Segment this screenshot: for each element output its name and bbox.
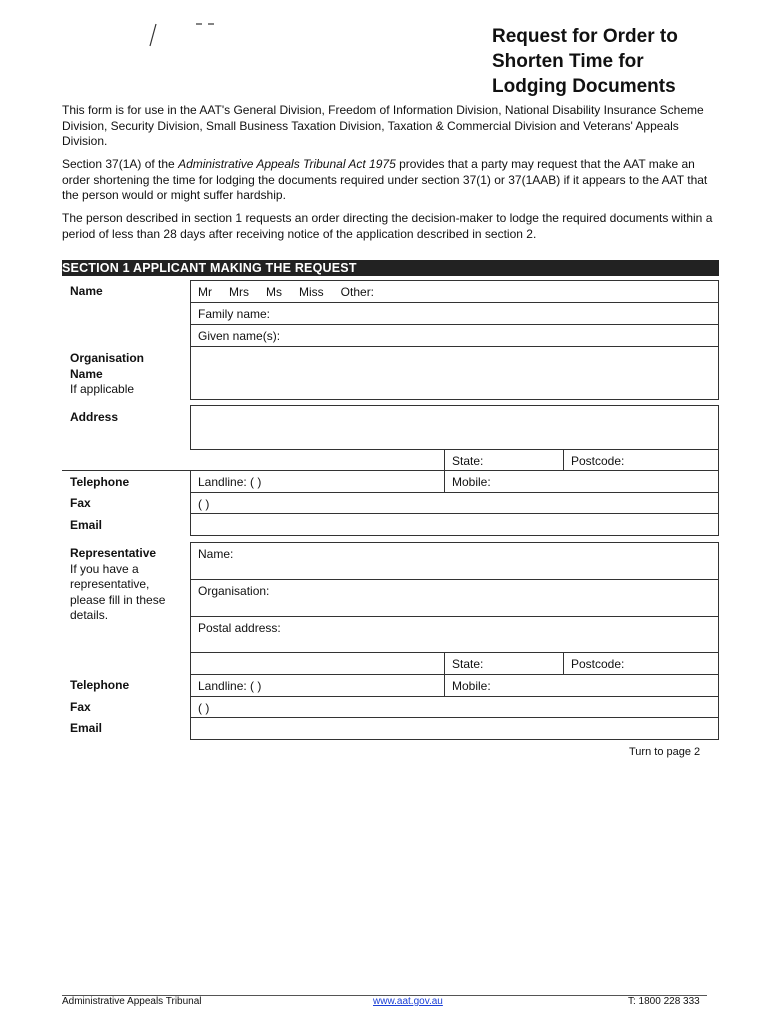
turn-page-note: Turn to page 2 (629, 746, 701, 758)
p2-before: Section 37(1A) of the (62, 157, 179, 171)
rep-name-label: Name: (198, 547, 234, 561)
rep-fax-value: ( ) (198, 701, 210, 715)
rep-sub-3: please fill in these (70, 592, 166, 607)
rep-landline-label: Landline: ( ) (198, 679, 262, 693)
rep-landline-field[interactable] (190, 674, 445, 697)
landline-label: Landline: ( ) (198, 475, 262, 489)
rep-postal-address-field[interactable] (190, 616, 719, 653)
intro-paragraph-1: This form is for use in the AAT's General Division, Freedom of Information Division, National Disability Insurance Scheme Division, Security Division, Small Business Taxation Division, Taxation & Commercial Division and Veterans' Appeals Division. (62, 103, 704, 148)
mobile-field[interactable] (444, 470, 719, 493)
title-line-2: Shorten Time for (492, 51, 644, 72)
family-name-field[interactable] (190, 302, 719, 325)
footer-org: Administrative Appeals Tribunal (62, 996, 202, 1007)
landline-field[interactable] (190, 470, 445, 493)
rep-telephone-label: Telephone (70, 678, 130, 692)
given-names-field[interactable] (190, 324, 719, 347)
footer-url-link[interactable]: www.aat.gov.au (373, 996, 443, 1007)
rep-name-field[interactable] (190, 542, 719, 580)
title-line-1: Request for Order to (492, 26, 678, 47)
rep-sub-2: representative, (70, 577, 150, 591)
rep-state-label: State: (452, 657, 484, 671)
contact-divider (62, 470, 191, 471)
rep-organisation-label: Organisation: (198, 584, 270, 598)
fax-value: ( ) (198, 497, 210, 511)
state-label: State: (452, 454, 484, 468)
title-line-3: Lodging Documents (492, 76, 676, 97)
intro-paragraph-3: The person described in section 1 requests an order directing the decision-maker to lodge the required documents within a period of less than 28 days after receiving notice of the application described in section 2. (62, 211, 713, 241)
section-1-heading-text: SECTION 1 APPLICANT MAKING THE REQUEST (62, 261, 357, 275)
rep-fax-field[interactable] (190, 696, 719, 718)
telephone-label: Telephone (70, 475, 130, 489)
rep-postal-label: Postal address: (198, 621, 281, 635)
email-label: Email (70, 518, 103, 532)
state-field[interactable] (444, 449, 564, 471)
rep-mobile-field[interactable] (444, 674, 719, 697)
address-label: Address (70, 410, 119, 424)
fax-field[interactable] (190, 492, 719, 514)
title-miss[interactable]: Miss (299, 285, 324, 299)
rep-postcode-field[interactable] (563, 652, 719, 675)
footer-phone: T: 1800 228 333 (628, 996, 700, 1007)
title-options[interactable] (190, 280, 719, 303)
family-name-label: Family name: (198, 307, 271, 321)
rep-postal-address-extra[interactable] (190, 652, 445, 675)
org-label-line-2: Name (70, 366, 103, 381)
title-mr[interactable]: Mr (198, 285, 212, 299)
section-1-heading (62, 260, 719, 276)
rep-mobile-label: Mobile: (452, 679, 491, 693)
org-label-sub: If applicable (70, 382, 135, 396)
org-label-line-1: Organisation (70, 351, 145, 365)
rep-state-field[interactable] (444, 652, 564, 675)
title-other[interactable]: Other: (340, 285, 375, 299)
rep-fax-label: Fax (70, 700, 91, 714)
rep-sub-4: details. (70, 608, 109, 622)
form-title (492, 24, 762, 99)
address-field[interactable] (190, 405, 719, 450)
email-field[interactable] (190, 513, 719, 536)
act-name: Administrative Appeals Tribunal Act 1975 (178, 157, 396, 171)
organisation-name-field[interactable] (190, 346, 719, 400)
rep-organisation-field[interactable] (190, 579, 719, 617)
p2-after: provides that a party may request that the AAT make an order shortening the time for lodging the documents required under section 37(1) or 37(1AAB) if it appears to the AAT that the person would or might suffer hardship. (62, 157, 708, 202)
mobile-label: Mobile: (452, 475, 491, 489)
given-names-label: Given name(s): (198, 329, 281, 343)
rep-email-label: Email (70, 721, 103, 735)
intro-paragraph-2 (62, 157, 722, 204)
rep-email-field[interactable] (190, 717, 719, 740)
aat-logo-fragment (140, 22, 230, 52)
rep-sub-1: If you have a (70, 561, 139, 576)
rep-postcode-label: Postcode: (571, 657, 625, 671)
name-label: Name (70, 284, 103, 298)
organisation-label (70, 351, 144, 398)
title-mrs[interactable]: Mrs (229, 285, 249, 299)
postcode-field[interactable] (563, 449, 719, 471)
postcode-label: Postcode: (571, 454, 625, 468)
rep-label-title: Representative (70, 546, 157, 560)
title-ms[interactable]: Ms (266, 285, 282, 299)
fax-label: Fax (70, 496, 91, 510)
representative-label (70, 546, 165, 624)
